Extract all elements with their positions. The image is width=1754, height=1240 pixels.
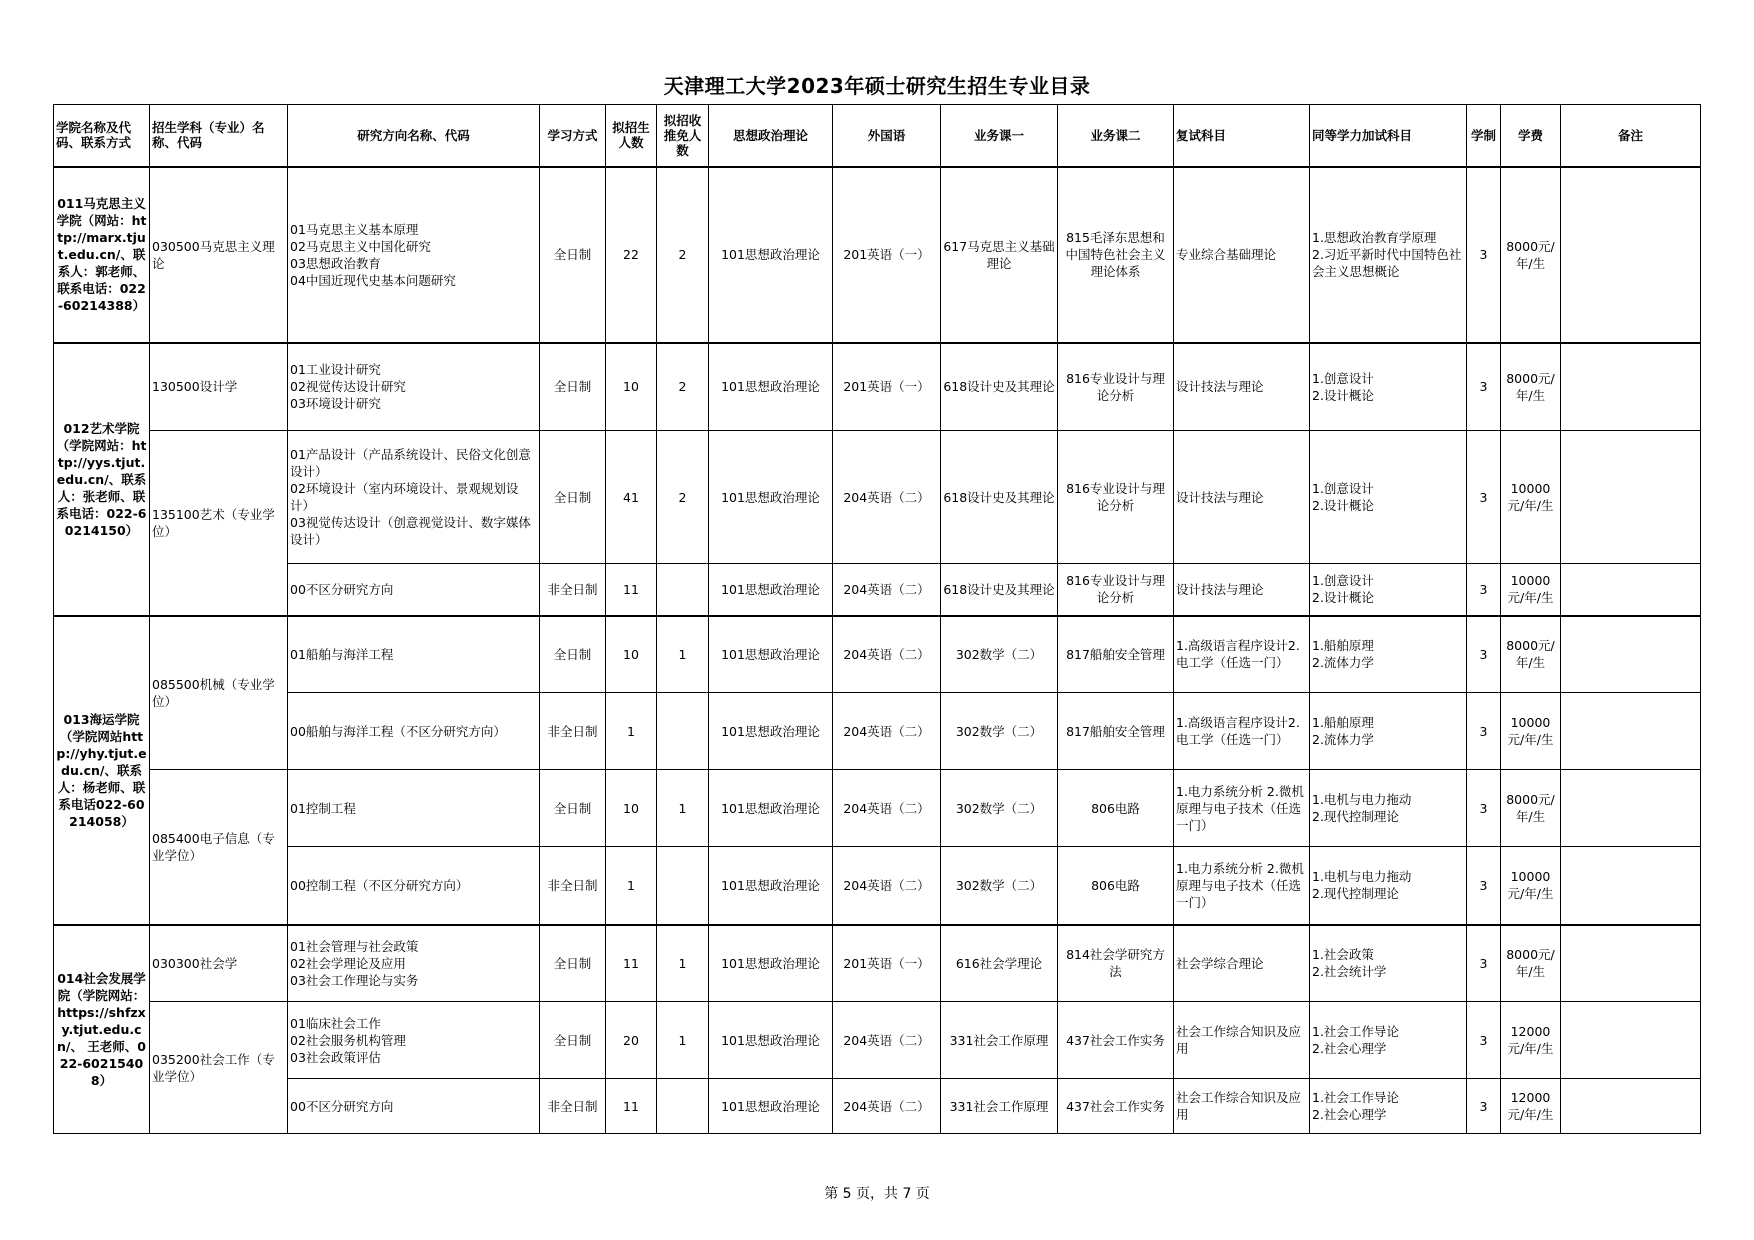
header-fee: 学费 xyxy=(1501,105,1561,167)
course1-cell: 331社会工作原理 xyxy=(941,1002,1058,1079)
note-cell xyxy=(1561,1002,1701,1079)
mode-cell: 全日制 xyxy=(540,431,606,564)
politics-cell: 101思想政治理论 xyxy=(709,167,833,343)
course2-cell: 817船舶安全管理 xyxy=(1058,693,1174,770)
years-cell: 3 xyxy=(1467,167,1501,343)
course2-cell: 817船舶安全管理 xyxy=(1058,616,1174,693)
header-major: 招生学科（专业）名称、代码 xyxy=(150,105,288,167)
note-cell xyxy=(1561,1079,1701,1134)
exempt-cell: 1 xyxy=(657,770,709,847)
page-title: 天津理工大学2023年硕士研究生招生专业目录 xyxy=(663,74,1091,98)
extra-cell: 1.创意设计 2.设计概论 xyxy=(1310,431,1467,564)
fee-cell: 12000元/年/生 xyxy=(1501,1002,1561,1079)
direction-cell: 01控制工程 xyxy=(288,770,540,847)
retest-cell: 社会工作综合知识及应用 xyxy=(1174,1002,1310,1079)
note-cell xyxy=(1561,693,1701,770)
course2-cell: 806电路 xyxy=(1058,770,1174,847)
catalog-table xyxy=(53,104,1701,1134)
politics-cell: 101思想政治理论 xyxy=(709,925,833,1002)
mode-cell: 全日制 xyxy=(540,770,606,847)
table-row xyxy=(54,167,1701,343)
course1-cell: 616社会学理论 xyxy=(941,925,1058,1002)
language-cell: 204英语（二） xyxy=(833,431,941,564)
fee-cell: 12000元/年/生 xyxy=(1501,1079,1561,1134)
course1-cell: 302数学（二） xyxy=(941,616,1058,693)
college-cell: 013海运学院（学院网站http://yhy.tjut.edu.cn/、联系人：杨老师、联系电话022-60214058） xyxy=(54,616,150,925)
fee-cell: 8000元/年/生 xyxy=(1501,616,1561,693)
extra-cell: 1.电机与电力拖动 2.现代控制理论 xyxy=(1310,847,1467,925)
note-cell xyxy=(1561,564,1701,616)
direction-cell: 00船舶与海洋工程（不区分研究方向） xyxy=(288,693,540,770)
language-cell: 204英语（二） xyxy=(833,693,941,770)
course1-cell: 618设计史及其理论 xyxy=(941,431,1058,564)
note-cell xyxy=(1561,431,1701,564)
course1-cell: 302数学（二） xyxy=(941,693,1058,770)
course2-cell: 816专业设计与理论分析 xyxy=(1058,343,1174,431)
table-row xyxy=(54,616,1701,693)
retest-cell: 社会学综合理论 xyxy=(1174,925,1310,1002)
fee-cell: 10000元/年/生 xyxy=(1501,431,1561,564)
table-row xyxy=(54,770,1701,847)
extra-cell: 1.电机与电力拖动 2.现代控制理论 xyxy=(1310,770,1467,847)
mode-cell: 全日制 xyxy=(540,925,606,1002)
header-exempt: 拟招收推免人数 xyxy=(657,105,709,167)
major-cell: 135100艺术（专业学位） xyxy=(150,431,288,616)
exempt-cell xyxy=(657,847,709,925)
direction-cell: 01社会管理与社会政策 02社会学理论及应用 03社会工作理论与实务 xyxy=(288,925,540,1002)
course1-cell: 617马克思主义基础理论 xyxy=(941,167,1058,343)
direction-cell: 00不区分研究方向 xyxy=(288,1079,540,1134)
table-row xyxy=(54,693,1701,770)
plan-cell: 20 xyxy=(606,1002,657,1079)
table-row xyxy=(54,847,1701,925)
politics-cell: 101思想政治理论 xyxy=(709,693,833,770)
note-cell xyxy=(1561,616,1701,693)
exempt-cell: 2 xyxy=(657,431,709,564)
mode-cell: 非全日制 xyxy=(540,1079,606,1134)
fee-cell: 10000元/年/生 xyxy=(1501,564,1561,616)
header-college: 学院名称及代码、联系方式 xyxy=(54,105,150,167)
major-cell: 035200社会工作（专业学位） xyxy=(150,1002,288,1134)
direction-cell: 01产品设计（产品系统设计、民俗文化创意设计） 02环境设计（室内环境设计、景观规划设计） 03视觉传达设计（创意视觉设计、数字媒体设计） xyxy=(288,431,540,564)
politics-cell: 101思想政治理论 xyxy=(709,343,833,431)
mode-cell: 全日制 xyxy=(540,1002,606,1079)
exempt-cell: 1 xyxy=(657,1002,709,1079)
retest-cell: 专业综合基础理论 xyxy=(1174,167,1310,343)
fee-cell: 8000元/年/生 xyxy=(1501,343,1561,431)
header-politics: 思想政治理论 xyxy=(709,105,833,167)
language-cell: 204英语（二） xyxy=(833,616,941,693)
plan-cell: 22 xyxy=(606,167,657,343)
plan-cell: 10 xyxy=(606,343,657,431)
politics-cell: 101思想政治理论 xyxy=(709,1002,833,1079)
years-cell: 3 xyxy=(1467,693,1501,770)
retest-cell: 1.高级语言程序设计2.电工学（任选一门） xyxy=(1174,693,1310,770)
mode-cell: 非全日制 xyxy=(540,564,606,616)
retest-cell: 1.电力系统分析 2.微机原理与电子技术（任选一门） xyxy=(1174,770,1310,847)
college-cell: 012艺术学院（学院网站：http://yys.tjut.edu.cn/、联系人：张老师、联系电话：022-60214150） xyxy=(54,343,150,616)
table-row xyxy=(54,343,1701,431)
mode-cell: 非全日制 xyxy=(540,847,606,925)
course2-cell: 437社会工作实务 xyxy=(1058,1002,1174,1079)
years-cell: 3 xyxy=(1467,564,1501,616)
mode-cell: 全日制 xyxy=(540,343,606,431)
exempt-cell: 2 xyxy=(657,167,709,343)
retest-cell: 1.电力系统分析 2.微机原理与电子技术（任选一门） xyxy=(1174,847,1310,925)
header-mode: 学习方式 xyxy=(540,105,606,167)
exempt-cell xyxy=(657,693,709,770)
course1-cell: 331社会工作原理 xyxy=(941,1079,1058,1134)
politics-cell: 101思想政治理论 xyxy=(709,564,833,616)
language-cell: 201英语（一） xyxy=(833,167,941,343)
language-cell: 201英语（一） xyxy=(833,343,941,431)
course1-cell: 618设计史及其理论 xyxy=(941,343,1058,431)
years-cell: 3 xyxy=(1467,616,1501,693)
language-cell: 204英语（二） xyxy=(833,770,941,847)
language-cell: 204英语（二） xyxy=(833,1002,941,1079)
extra-cell: 1.创意设计 2.设计概论 xyxy=(1310,343,1467,431)
course2-cell: 814社会学研究方法 xyxy=(1058,925,1174,1002)
retest-cell: 设计技法与理论 xyxy=(1174,564,1310,616)
exempt-cell: 1 xyxy=(657,616,709,693)
table-row xyxy=(54,564,1701,616)
direction-cell: 01工业设计研究 02视觉传达设计研究 03环境设计研究 xyxy=(288,343,540,431)
extra-cell: 1.思想政治教育学原理 2.习近平新时代中国特色社会主义思想概论 xyxy=(1310,167,1467,343)
plan-cell: 41 xyxy=(606,431,657,564)
note-cell xyxy=(1561,925,1701,1002)
years-cell: 3 xyxy=(1467,1079,1501,1134)
fee-cell: 8000元/年/生 xyxy=(1501,925,1561,1002)
exempt-cell: 1 xyxy=(657,925,709,1002)
extra-cell: 1.船舶原理 2.流体力学 xyxy=(1310,693,1467,770)
header-course2: 业务课二 xyxy=(1058,105,1174,167)
politics-cell: 101思想政治理论 xyxy=(709,770,833,847)
major-cell: 030500马克思主义理论 xyxy=(150,167,288,343)
exempt-cell xyxy=(657,1079,709,1134)
extra-cell: 1.船舶原理 2.流体力学 xyxy=(1310,616,1467,693)
extra-cell: 1.社会工作导论 2.社会心理学 xyxy=(1310,1079,1467,1134)
language-cell: 201英语（一） xyxy=(833,925,941,1002)
politics-cell: 101思想政治理论 xyxy=(709,431,833,564)
header-language: 外国语 xyxy=(833,105,941,167)
note-cell xyxy=(1561,167,1701,343)
plan-cell: 10 xyxy=(606,770,657,847)
plan-cell: 11 xyxy=(606,1079,657,1134)
extra-cell: 1.社会工作导论 2.社会心理学 xyxy=(1310,1002,1467,1079)
header-years: 学制 xyxy=(1467,105,1501,167)
direction-cell: 00不区分研究方向 xyxy=(288,564,540,616)
fee-cell: 8000元/年/生 xyxy=(1501,167,1561,343)
header-direction: 研究方向名称、代码 xyxy=(288,105,540,167)
direction-cell: 01临床社会工作 02社会服务机构管理 03社会政策评估 xyxy=(288,1002,540,1079)
exempt-cell: 2 xyxy=(657,343,709,431)
course1-cell: 302数学（二） xyxy=(941,770,1058,847)
extra-cell: 1.创意设计 2.设计概论 xyxy=(1310,564,1467,616)
note-cell xyxy=(1561,847,1701,925)
politics-cell: 101思想政治理论 xyxy=(709,1079,833,1134)
plan-cell: 10 xyxy=(606,616,657,693)
table-row xyxy=(54,1002,1701,1079)
fee-cell: 10000元/年/生 xyxy=(1501,847,1561,925)
course1-cell: 618设计史及其理论 xyxy=(941,564,1058,616)
retest-cell: 设计技法与理论 xyxy=(1174,343,1310,431)
course2-cell: 816专业设计与理论分析 xyxy=(1058,564,1174,616)
major-cell: 085400电子信息（专业学位） xyxy=(150,770,288,925)
fee-cell: 10000元/年/生 xyxy=(1501,693,1561,770)
mode-cell: 非全日制 xyxy=(540,693,606,770)
direction-cell: 01船舶与海洋工程 xyxy=(288,616,540,693)
years-cell: 3 xyxy=(1467,343,1501,431)
course2-cell: 816专业设计与理论分析 xyxy=(1058,431,1174,564)
table-row xyxy=(54,431,1701,564)
mode-cell: 全日制 xyxy=(540,616,606,693)
major-cell: 130500设计学 xyxy=(150,343,288,431)
language-cell: 204英语（二） xyxy=(833,847,941,925)
politics-cell: 101思想政治理论 xyxy=(709,847,833,925)
retest-cell: 社会工作综合知识及应用 xyxy=(1174,1079,1310,1134)
years-cell: 3 xyxy=(1467,770,1501,847)
language-cell: 204英语（二） xyxy=(833,564,941,616)
retest-cell: 1.高级语言程序设计2.电工学（任选一门） xyxy=(1174,616,1310,693)
politics-cell: 101思想政治理论 xyxy=(709,616,833,693)
table-row xyxy=(54,925,1701,1002)
header-retest: 复试科目 xyxy=(1174,105,1310,167)
page-footer: 第 5 页，共 7 页 xyxy=(824,1186,930,1202)
years-cell: 3 xyxy=(1467,1002,1501,1079)
note-cell xyxy=(1561,343,1701,431)
note-cell xyxy=(1561,770,1701,847)
course2-cell: 806电路 xyxy=(1058,847,1174,925)
header-plan: 拟招生人数 xyxy=(606,105,657,167)
direction-cell: 00控制工程（不区分研究方向） xyxy=(288,847,540,925)
college-cell: 014社会发展学院（学院网站：https://shfzxy.tjut.edu.cn/、 王老师、022-60215408） xyxy=(54,925,150,1134)
extra-cell: 1.社会政策 2.社会统计学 xyxy=(1310,925,1467,1002)
plan-cell: 11 xyxy=(606,564,657,616)
header-course1: 业务课一 xyxy=(941,105,1058,167)
exempt-cell xyxy=(657,564,709,616)
header-note: 备注 xyxy=(1561,105,1701,167)
retest-cell: 设计技法与理论 xyxy=(1174,431,1310,564)
direction-cell: 01马克思主义基本原理 02马克思主义中国化研究 03思想政治教育 04中国近现代史基本问题研究 xyxy=(288,167,540,343)
mode-cell: 全日制 xyxy=(540,167,606,343)
major-cell: 030300社会学 xyxy=(150,925,288,1002)
course1-cell: 302数学（二） xyxy=(941,847,1058,925)
plan-cell: 1 xyxy=(606,693,657,770)
college-cell: 011马克思主义学院（网站：http://marx.tjut.edu.cn/、联系人：郭老师、联系电话：022-60214388） xyxy=(54,167,150,343)
years-cell: 3 xyxy=(1467,431,1501,564)
course2-cell: 437社会工作实务 xyxy=(1058,1079,1174,1134)
header-extra: 同等学力加试科目 xyxy=(1310,105,1467,167)
years-cell: 3 xyxy=(1467,847,1501,925)
table-row xyxy=(54,1079,1701,1134)
major-cell: 085500机械（专业学位） xyxy=(150,616,288,770)
plan-cell: 1 xyxy=(606,847,657,925)
language-cell: 204英语（二） xyxy=(833,1079,941,1134)
course2-cell: 815毛泽东思想和中国特色社会主义理论体系 xyxy=(1058,167,1174,343)
header-row xyxy=(54,105,1701,167)
years-cell: 3 xyxy=(1467,925,1501,1002)
plan-cell: 11 xyxy=(606,925,657,1002)
fee-cell: 8000元/年/生 xyxy=(1501,770,1561,847)
